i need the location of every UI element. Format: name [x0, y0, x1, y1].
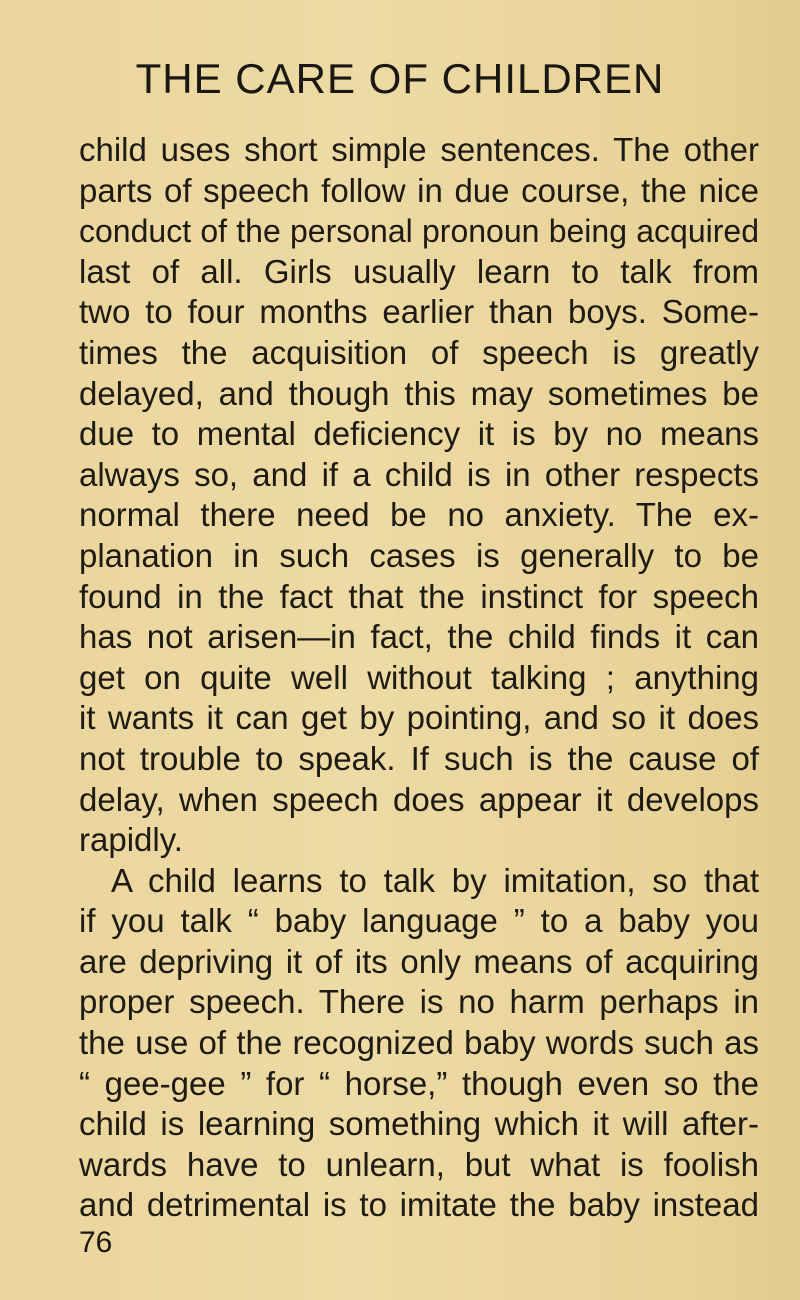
- text-line: delayed, and though this may sometimes be: [79, 374, 759, 412]
- text-line: times the acquisition of speech is greatly: [79, 333, 759, 371]
- text-line: conduct of the personal pronoun being acquired: [79, 213, 759, 250]
- text-line: found in the fact that the instinct for speech: [79, 577, 759, 615]
- text-line: parts of speech follow in due course, the nice: [79, 171, 759, 209]
- text-line: get on quite well without talking ; anything: [79, 658, 759, 696]
- text-line-paragraph-end: rapidly.: [79, 821, 183, 859]
- text-line: child uses short simple sentences. The other: [79, 131, 759, 168]
- text-line: “ gee-gee ” for “ horse,” though even so the: [79, 1064, 759, 1102]
- text-line: the use of the recognized baby words such as: [79, 1024, 759, 1062]
- text-line: normal there need be no anxiety. The ex-: [79, 496, 759, 534]
- text-line-paragraph-start: A child learns to talk by imitation, so that: [111, 861, 759, 899]
- text-line: proper speech. There is no harm perhaps in: [79, 983, 759, 1021]
- text-line: always so, and if a child is in other respects: [79, 455, 759, 493]
- text-line: due to mental deficiency it is by no means: [79, 415, 759, 453]
- text-line: wards have to unlearn, but what is foolish: [79, 1145, 759, 1183]
- text-line: planation in such cases is generally to be: [79, 536, 759, 574]
- text-line: are depriving it of its only means of acquiring: [79, 942, 759, 980]
- text-line: and detrimental is to imitate the baby instead: [79, 1186, 759, 1224]
- text-line: if you talk “ baby language ” to a baby you: [79, 902, 759, 940]
- text-line: delay, when speech does appear it develops: [79, 780, 759, 818]
- running-head: THE CARE OF CHILDREN: [135, 55, 665, 102]
- text-line: it wants it can get by pointing, and so it does: [79, 699, 759, 737]
- page-number: 76: [79, 1226, 113, 1259]
- text-line: two to four months earlier than boys. Some-: [79, 293, 759, 331]
- text-line: last of all. Girls usually learn to talk from: [79, 252, 759, 290]
- text-line: not trouble to speak. If such is the cause of: [79, 739, 759, 777]
- text-line: has not arisen—in fact, the child finds it can: [79, 618, 759, 656]
- text-line: child is learning something which it will after-: [79, 1105, 759, 1143]
- body-text: [79, 130, 759, 1226]
